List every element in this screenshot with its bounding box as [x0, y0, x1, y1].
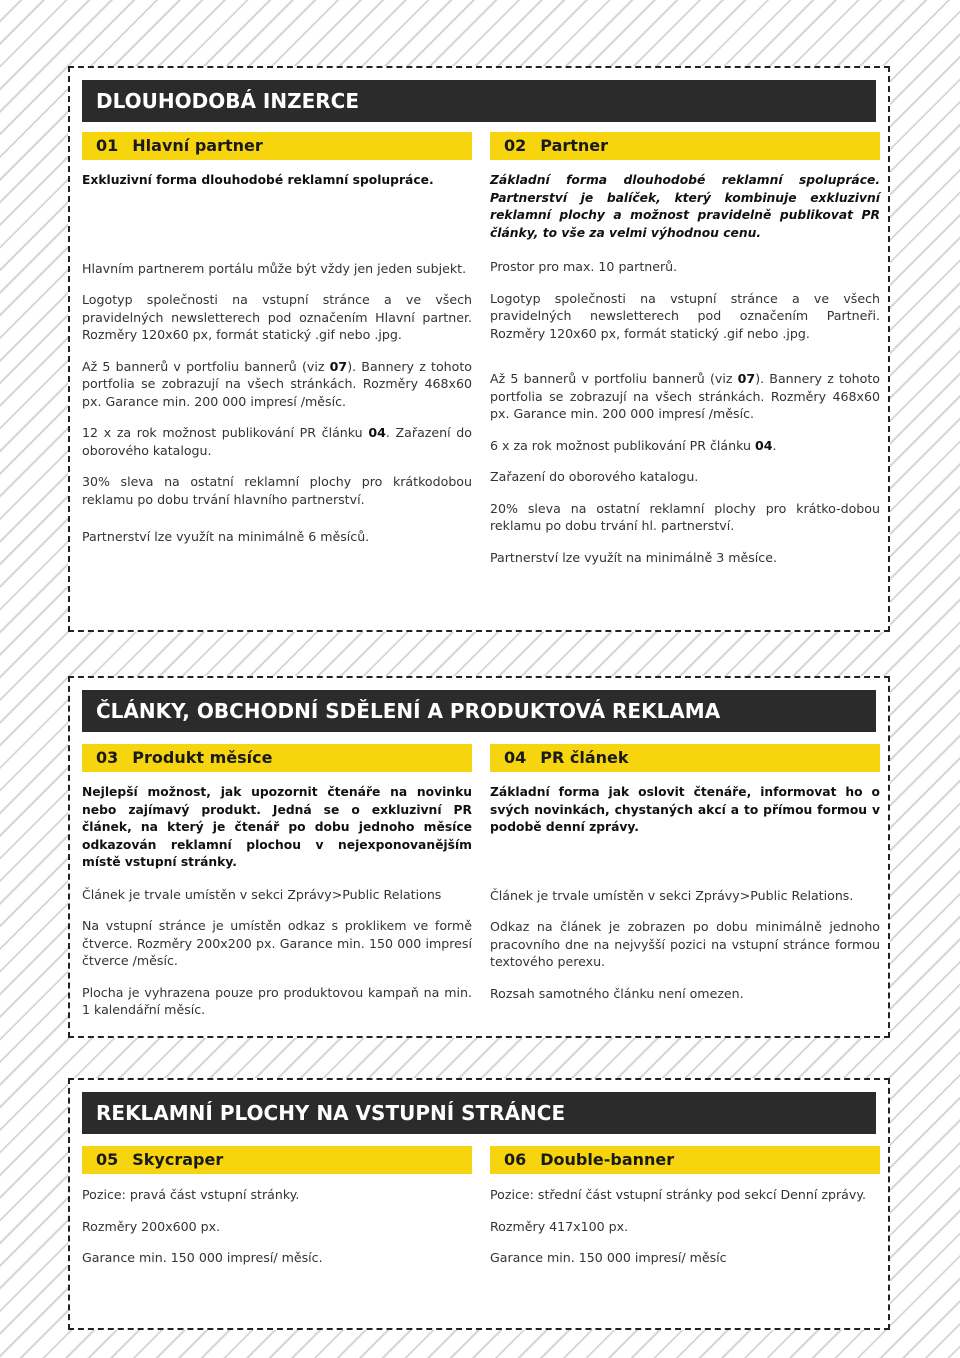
offer-number: 05: [96, 1150, 119, 1169]
offer-lead: Nejlepší možnost, jak upozornit čtenáře na novinku nebo zajímavý produkt. Jedná se o exkluzivní PR článek, na který je čtenář po dobu jednoho měsíce odkazován reklamní plochou v nejexponovanějším místě vstupní stránky.: [82, 785, 472, 869]
offer-text: 6 x za rok možnost publikování PR článku 04.: [490, 437, 777, 453]
offer-text: 20% sleva na ostatní reklamní plochy pro krátko-dobou reklamu po dobu trvání hl. partnerství.: [490, 500, 880, 533]
offer-header: [82, 1146, 472, 1174]
offer-text: Pozice: pravá část vstupní stránky.: [82, 1187, 300, 1202]
offer-text: Odkaz na článek je zobrazen po dobu minimálně jednoho pracovního dne na nejvyšší pozici na vstupní stránce formou textového perexu.: [490, 919, 880, 969]
offer-number: 06: [504, 1150, 527, 1169]
section-title: ČLÁNKY, OBCHODNÍ SDĚLENÍ A PRODUKTOVÁ REKLAMA: [82, 690, 876, 732]
offer-text: Plocha je vyhrazena pouze pro produktovou kampaň na min. 1 kalendářní měsíc.: [82, 984, 472, 1017]
offer-header: [490, 1146, 880, 1174]
offer-text: Rozsah samotného článku není omezen.: [490, 985, 744, 1001]
offer-number: 03: [96, 748, 119, 767]
offer-title: Produkt měsíce: [132, 748, 273, 767]
offer-text: Partnerství lze využít na minimálně 6 měsíců.: [82, 529, 370, 544]
offer-text: Prostor pro max. 10 partnerů.: [490, 259, 678, 274]
offer-header: [490, 132, 880, 160]
offer-text: Na vstupní stránce je umístěn odkaz s proklikem ve formě čtverce. Rozměry 200x200 px. Garance min. 150 000 impresí čtverce /měsíc.: [82, 918, 472, 968]
offer-text: Zařazení do oborového katalogu.: [490, 469, 699, 484]
offer-number: 02: [504, 136, 527, 155]
offer-lead: Základní forma dlouhodobé reklamní spolupráce. Partnerství je balíček, který kombinuje exkluzivní reklamní plochy a možnost pravidelně publikovat PR články, to vše za velmi výhodnou cenu.: [490, 173, 880, 240]
offer-text: Garance min. 150 000 impresí/ měsíc.: [82, 1250, 323, 1265]
offer-text: Logotyp společnosti na vstupní stránce a ve všech pravidelných newsletterech pod označením Partneři. Rozměry 120x60 px, formát statický .gif nebo .jpg.: [490, 290, 880, 341]
offer-text: Rozměry 417x100 px.: [490, 1218, 629, 1234]
offer-text: Hlavním partnerem portálu může být vždy jen jeden subjekt.: [82, 260, 467, 276]
offer-main-partner: [82, 132, 472, 560]
section-title: REKLAMNÍ PLOCHY NA VSTUPNÍ STRÁNCE: [82, 1092, 876, 1134]
offer-title: PR článek: [540, 748, 629, 767]
offer-title: Hlavní partner: [132, 136, 263, 155]
offer-text: 30% sleva na ostatní reklamní plochy pro krátkodobou reklamu po dobu trvání hlavního partnerství.: [82, 474, 472, 507]
section-homepage-ads: [68, 1078, 890, 1330]
offer-text: 12 x za rok možnost publikování PR článku 04. Zařazení do oborového katalogu.: [82, 425, 472, 458]
offer-header: [82, 744, 472, 772]
offer-text: Garance min. 150 000 impresí/ měsíc: [490, 1250, 727, 1265]
offer-lead: Základní forma jak oslovit čtenáře, informovat ho o svých novinkách, chystaných akcí a to přímou formou v podobě denní zprávy.: [490, 785, 880, 834]
offer-title: Partner: [540, 136, 609, 155]
section-long-term-advertising: [68, 66, 890, 632]
offer-text: Partnerství lze využít na minimálně 3 měsíce.: [490, 549, 777, 565]
offer-text: Článek je trvale umístěn v sekci Zprávy>Public Relations.: [490, 887, 854, 903]
offer-text: Až 5 bannerů v portfoliu bannerů (viz 07). Bannery z tohoto portfolia se zobrazují na všech stránkách. Rozměry 468x60 px. Garance min. 200 000 impresí /měsíc.: [82, 358, 472, 409]
offer-skyscraper: [82, 1146, 472, 1281]
offer-header: [490, 744, 880, 772]
section-articles: [68, 676, 890, 1038]
offer-text: Až 5 bannerů v portfoliu bannerů (viz 07). Bannery z tohoto portfolia se zobrazují na všech stránkách. Rozměry 468x60 px. Garance min. 200 000 impresí /měsíc.: [490, 371, 880, 421]
offer-text: Logotyp společnosti na vstupní stránce a ve všech pravidelných newsletterech pod označením Hlavní partner. Rozměry 120x60 px, formát statický .gif nebo .jpg.: [82, 292, 472, 342]
offer-double-banner: [490, 1146, 880, 1281]
offer-pr-article: [490, 744, 880, 1016]
offer-title: Double-banner: [540, 1150, 675, 1169]
offer-header: [82, 132, 472, 160]
offer-product-of-month: [82, 744, 472, 1033]
section-title: DLOUHODOBÁ INZERCE: [82, 80, 876, 122]
offer-text: Rozměry 200x600 px.: [82, 1218, 221, 1234]
offer-number: 04: [504, 748, 527, 767]
offer-text: Článek je trvale umístěn v sekci Zprávy>Public Relations: [82, 886, 442, 902]
offer-title: Skycraper: [132, 1150, 224, 1169]
offer-lead: Exkluzivní forma dlouhodobé reklamní spolupráce.: [82, 173, 434, 187]
offer-number: 01: [96, 136, 119, 155]
offer-text: Pozice: střední část vstupní stránky pod sekcí Denní zprávy.: [490, 1187, 866, 1202]
offer-partner: [490, 132, 880, 580]
